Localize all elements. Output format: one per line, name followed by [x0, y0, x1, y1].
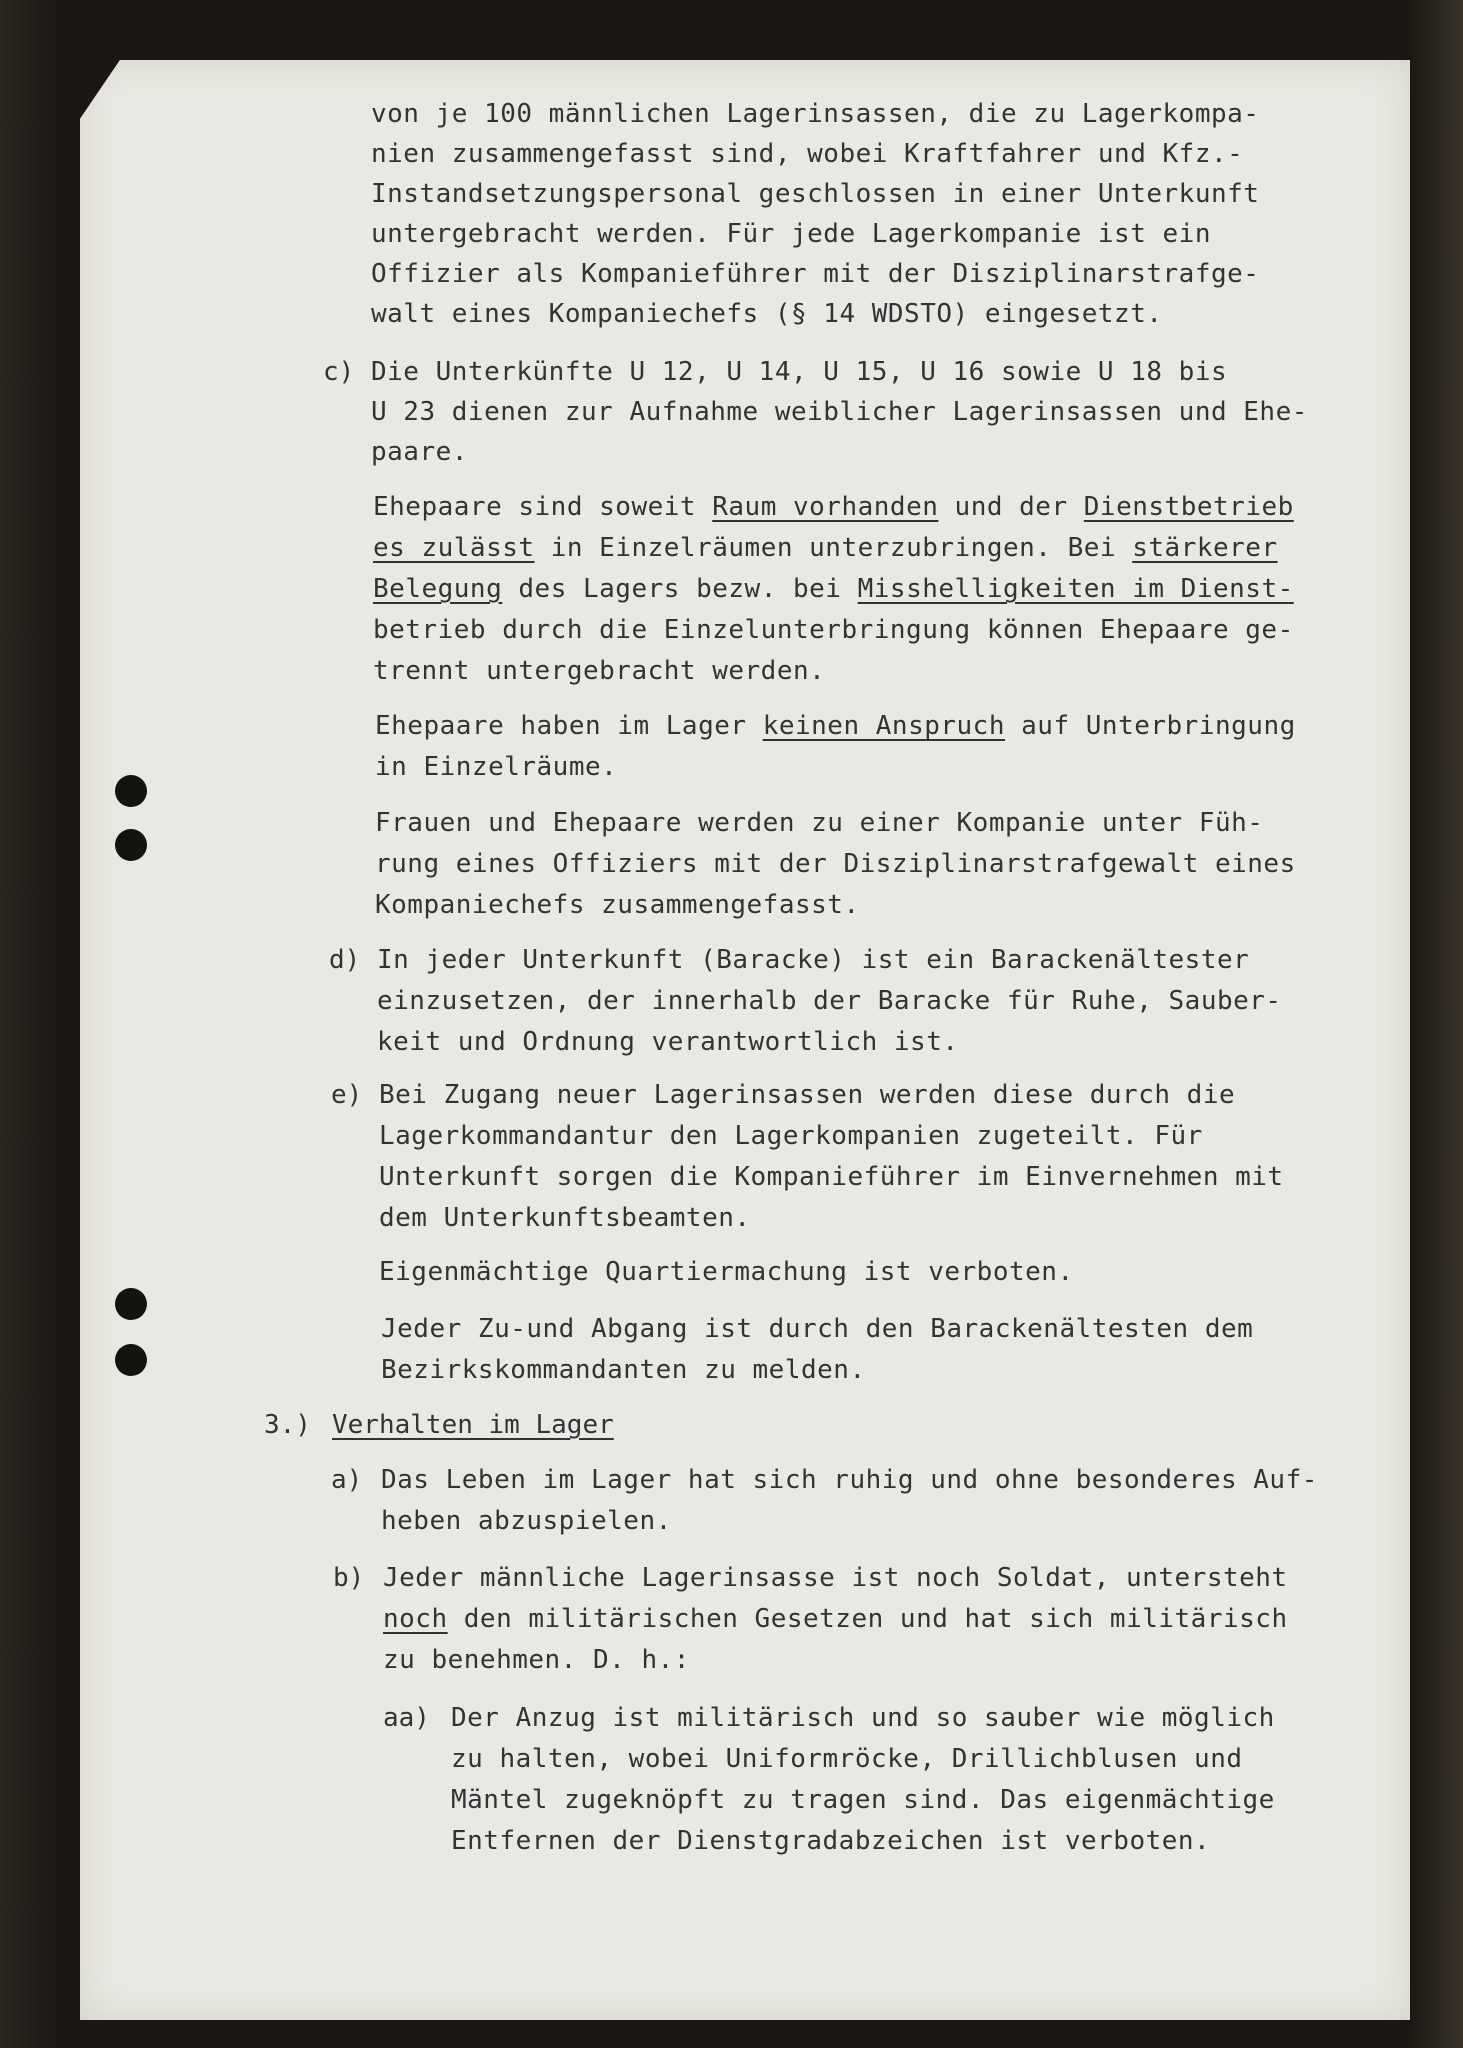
text-line: Belegung des Lagers bezw. bei Misshelligkeiten im Dienst-	[373, 574, 1294, 604]
text-line: Offizier als Kompanieführer mit der Disziplinarstrafge-	[371, 259, 1260, 289]
text-line: einzusetzen, der innerhalb der Baracke für Ruhe, Sauber-	[377, 986, 1282, 1016]
section-heading: Verhalten im Lager	[332, 1410, 614, 1440]
text-line: Jeder männliche Lagerinsasse ist noch Soldat, untersteht	[383, 1563, 1288, 1593]
text-line: U 23 dienen zur Aufnahme weiblicher Lagerinsassen und Ehe-	[371, 397, 1308, 427]
section-number: 3.)	[264, 1410, 311, 1440]
text-line: nien zusammengefasst sind, wobei Kraftfahrer und Kfz.-	[371, 139, 1244, 169]
text-line: Die Unterkünfte U 12, U 14, U 15, U 16 sowie U 18 bis	[371, 357, 1228, 387]
text-line: keit und Ordnung verantwortlich ist.	[377, 1027, 959, 1057]
item-marker-d: d)	[329, 945, 361, 975]
text-line: Bezirkskommandanten zu melden.	[381, 1355, 866, 1385]
text-line: Unterkunft sorgen die Kompanieführer im Einvernehmen mit	[379, 1162, 1284, 1192]
text-line: Der Anzug ist militärisch und so sauber wie möglich	[451, 1703, 1275, 1733]
text-line: walt eines Kompaniechefs (§ 14 WDSTO) eingesetzt.	[371, 299, 1163, 329]
text-line: Frauen und Ehepaare werden zu einer Kompanie unter Füh-	[375, 808, 1264, 838]
punch-hole	[115, 829, 147, 861]
text-line: dem Unterkunftsbeamten.	[379, 1203, 751, 1233]
text-line: rung eines Offiziers mit der Disziplinarstrafgewalt eines	[375, 849, 1296, 879]
text-line: es zulässt in Einzelräumen unterzubringen. Bei stärkerer	[373, 533, 1278, 563]
text-line: betrieb durch die Einzelunterbringung können Ehepaare ge-	[373, 615, 1294, 645]
text-line: Kompaniechefs zusammengefasst.	[375, 890, 860, 920]
punch-hole	[115, 775, 147, 807]
item-marker-e: e)	[331, 1080, 363, 1110]
item-marker-aa: aa)	[383, 1703, 430, 1733]
text-line: Lagerkommandantur den Lagerkompanien zugeteilt. Für	[379, 1121, 1203, 1151]
text-line: Mäntel zugeknöpft zu tragen sind. Das eigenmächtige	[451, 1785, 1275, 1815]
text-line: in Einzelräume.	[375, 752, 618, 782]
punch-hole	[115, 1288, 147, 1320]
text-line: paare.	[371, 437, 468, 467]
text-line: Das Leben im Lager hat sich ruhig und ohne besonderes Auf-	[381, 1465, 1318, 1495]
text-line: Jeder Zu-und Abgang ist durch den Barackenältesten dem	[381, 1314, 1254, 1344]
item-marker-3a: a)	[331, 1465, 363, 1495]
text-line: In jeder Unterkunft (Baracke) ist ein Barackenältester	[377, 945, 1250, 975]
text-line: heben abzuspielen.	[381, 1506, 672, 1536]
item-marker-3b: b)	[333, 1563, 365, 1593]
text-line: noch den militärischen Gesetzen und hat sich militärisch	[383, 1604, 1288, 1634]
text-line: zu halten, wobei Uniformröcke, Drillichblusen und	[451, 1744, 1243, 1774]
text-line: Eigenmächtige Quartiermachung ist verboten.	[379, 1257, 1074, 1287]
punch-hole	[115, 1344, 147, 1376]
text-line: von je 100 männlichen Lagerinsassen, die zu Lagerkompa-	[371, 99, 1260, 129]
text-line: Bei Zugang neuer Lagerinsassen werden diese durch die	[379, 1080, 1236, 1110]
text-line: Entfernen der Dienstgradabzeichen ist verboten.	[451, 1826, 1211, 1856]
text-line: trennt untergebracht werden.	[373, 656, 826, 686]
text-line: Instandsetzungspersonal geschlossen in einer Unterkunft	[371, 179, 1260, 209]
text-line: untergebracht werden. Für jede Lagerkompanie ist ein	[371, 219, 1211, 249]
item-marker-c: c)	[323, 357, 355, 387]
text-line: zu benehmen. D. h.:	[383, 1645, 690, 1675]
text-line: Ehepaare haben im Lager keinen Anspruch auf Unterbringung	[375, 711, 1296, 741]
text-line: Ehepaare sind soweit Raum vorhanden und der Dienstbetrieb	[373, 492, 1294, 522]
